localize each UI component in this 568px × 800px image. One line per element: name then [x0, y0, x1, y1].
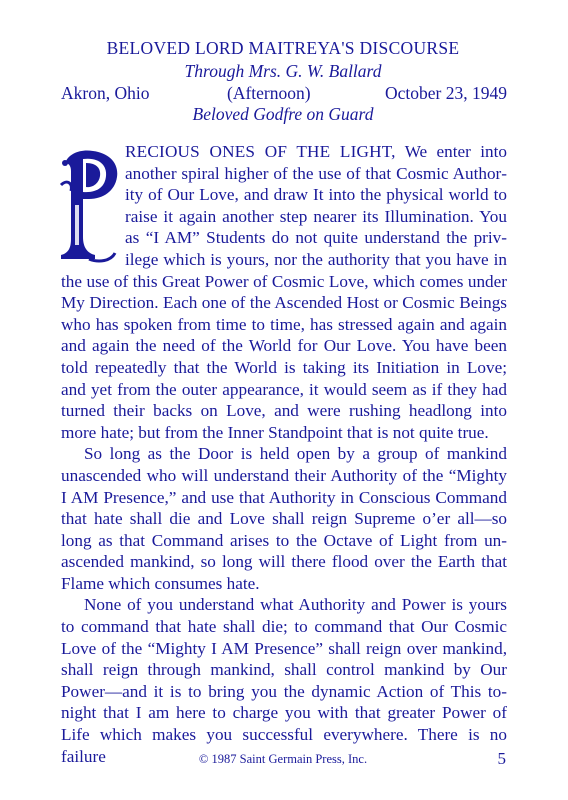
drop-cap-letter: [59, 145, 123, 265]
session-time: (Afternoon): [227, 83, 311, 103]
discourse-body: [61, 141, 507, 767]
location: Akron, Ohio: [61, 83, 150, 103]
opening-words: RECIOUS ONES OF THE LIGHT,: [125, 142, 396, 161]
guard-line: Beloved Godfre on Guard: [192, 104, 374, 124]
page-footer: [60, 749, 506, 769]
paragraph-3: None of you understand what Authority and Power is yours to command that hate shall die; to command that Our Cosmic Love of the “Mighty I AM Presence” shall reign over mankind, shall reign through mankind, shall control mankind by Our Power—and it is to bring you the dynamic Action of This tonight that I am here to charge you with that greater Power of Life which makes you successful everywhere. There is no failure: [61, 595, 507, 766]
copyright-notice: © 1987 Saint Germain Press, Inc.: [198, 752, 368, 766]
paragraph-1: [61, 141, 507, 443]
paragraph-1-text: We enter into another spiral higher of the use of that Cosmic Authority of Our Love, and draw It into the physical world to raise it again another step nearer its Illumination. You as “I AM” Students do not quite understand the privilege which is yours, nor the authority that you have in the use of this Great Power of Cosmic Love, which comes under My Direction. Each one of the Ascended Host or Cosmic Beings who has spoken from time to time, has stressed again and again and again the need of the World for Our Love. You have been told repeatedly that the World is taking its Initiation in Love; and yet from the outer appearance, it would seem as if they had turned their backs on Love, and were rushing headlong into more hate; but from the Inner Standpoint that is not quite true.: [61, 142, 507, 442]
page-number: 5: [497, 749, 506, 768]
paragraph-2: So long as the Door is held open by a group of mankind unascended who will understand their Authority of the “Mighty I AM Presence,” and use that Authority in Conscious Command that hate shall die and Love shall reign Supreme o’er all—so long as that Command arises to the Octave of Light from unascended mankind, so long will there flood over the Earth that Flame which consumes hate.: [61, 444, 507, 593]
discourse-date: October 23, 1949: [385, 83, 507, 103]
discourse-title: BELOVED LORD MAITREYA'S DISCOURSE: [106, 38, 460, 58]
messenger-line: Through Mrs. G. W. Ballard: [184, 61, 382, 81]
